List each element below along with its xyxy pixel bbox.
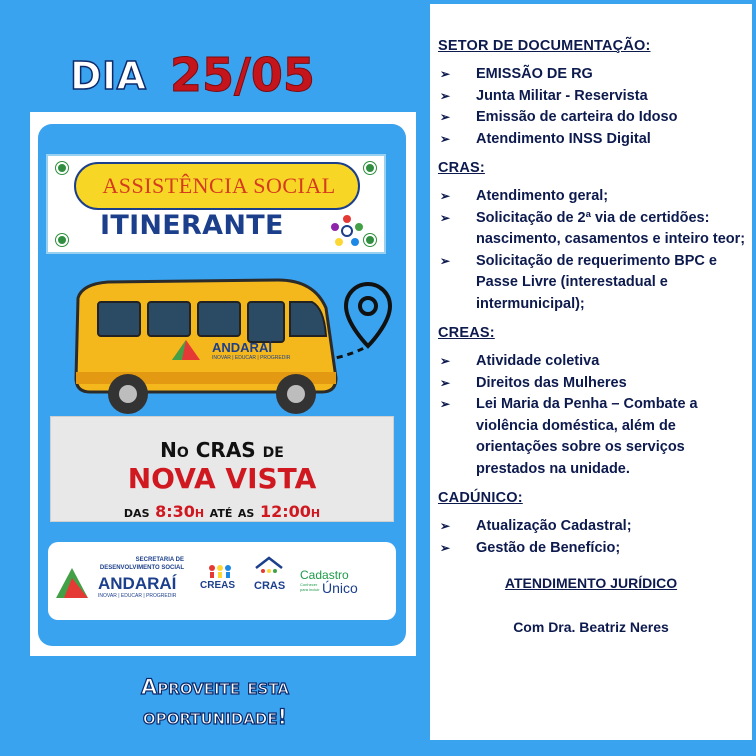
list-item: ➢ EMISSÃO DE RG [438,64,752,86]
arrowhead-bullet-icon: ➢ [440,519,451,533]
cadastro-small: Conhecer para incluir [300,582,320,592]
title-line-1: ASSISTÊNCIA SOCIAL [102,173,336,198]
secretaria-label: SECRETARIA DE DESENVOLVIMENTO SOCIAL [99,557,184,571]
arrowhead-bullet-icon: ➢ [440,131,451,146]
list-item: ➢ Direitos das Mulheres [438,373,752,395]
arrowhead-bullet-icon: ➢ [440,397,451,411]
arrowhead-bullet-icon: ➢ [440,88,451,103]
list-item: ➢ Solicitação de requerimento BPC e Passe Livre (interestadual e intermunicipal); [440,252,717,312]
arrowhead-bullet-icon: ➢ [440,67,451,81]
seal-icon [56,162,68,174]
andarai-logo-icon [54,564,90,600]
arrowhead-bullet-icon: ➢ [440,354,451,368]
event-date-headline [70,48,370,104]
slogan-line-2: oportunidade! [142,705,288,729]
location-box [38,406,406,526]
cadunico-list [438,516,752,559]
partner-logos [48,542,396,620]
bus-logo-name: ANDARAÍ [212,340,272,355]
map-pin-icon [346,284,390,346]
list-item: ➢ Emissão de carteira do Idoso [438,107,752,129]
juridico-attorney: Com Dra. Beatriz Neres [513,619,669,635]
andarai-logo-name: ANDARAÍ [98,574,177,593]
section-title-cadunico: CADÚNICO: [438,490,523,506]
poster-card [30,112,416,656]
arrowhead-bullet-icon: ➢ [440,189,451,203]
section-title-documentacao: SETOR DE DOCUMENTAÇÃO: [438,38,651,54]
list-item: ➢ Lei Maria da Penha – Combate a violência doméstica, além de orientações sobre os serviços prestados na unidade. [440,396,698,477]
seal-icon [364,162,376,174]
dia-label: DIA [70,54,147,98]
services-panel [426,0,756,756]
time-start: 8:30h [155,502,205,521]
arrowhead-bullet-icon: ➢ [440,110,451,124]
list-item: ➢ Atualização Cadastral; [438,516,752,538]
title-line-2: ITINERANTE [100,210,284,241]
andarai-tagline: INOVAR | EDUCAR | PROGREDIR [98,593,177,599]
arrowhead-bullet-icon: ➢ [440,210,451,225]
seal-icon [364,234,376,246]
title-band [74,162,360,210]
location-name: NOVA VISTA [127,462,317,495]
title-badge [46,154,386,254]
people-group-icon [208,564,232,578]
list-item: ➢ Solicitação de 2ª via de certidões: nascimento, casamentos e inteiro teor; [440,209,746,247]
seal-icon [56,234,68,246]
cras-logo: CRAS [254,580,286,592]
cras-list [438,186,752,315]
documentacao-list [438,64,752,150]
arrowhead-bullet-icon: ➢ [440,375,451,390]
cadastro-unico-label: Único [322,580,358,596]
bus-illustration [68,264,398,424]
list-item: ➢ Atividade coletiva [438,351,752,373]
creas-logo: CREAS [200,580,236,591]
slogan-line-1: Aproveite esta [140,675,290,699]
house-icon [254,556,284,578]
bus-logo-tagline: INOVAR | EDUCAR | PROGREDIR [212,355,291,361]
arrowhead-bullet-icon: ➢ [440,253,451,268]
people-circle-icon [330,214,364,248]
time-end: 12:00h [259,502,321,521]
slogan [40,672,390,732]
juridico-title: ATENDIMENTO JURÍDICO [504,575,678,591]
list-item: ➢ Gestão de Benefício; [438,538,752,560]
location-line-1: No CRAS de [160,438,284,462]
list-item: ➢ Junta Militar - Reservista [438,86,752,108]
section-title-cras: CRAS: [438,160,485,176]
list-item: ➢ Atendimento geral; [438,186,752,208]
arrowhead-bullet-icon: ➢ [440,540,451,555]
cadastro-label: Cadastro [300,568,349,582]
time-prefix: das [123,502,150,521]
poster-inner [38,124,406,646]
schedule-line [38,502,406,521]
section-title-creas: CREAS: [438,325,495,341]
services-list [430,4,752,740]
time-mid: até as [209,502,255,521]
list-item: ➢ Atendimento INSS Digital [438,129,752,151]
event-date: 25/05 [170,48,315,102]
creas-list [438,351,752,480]
